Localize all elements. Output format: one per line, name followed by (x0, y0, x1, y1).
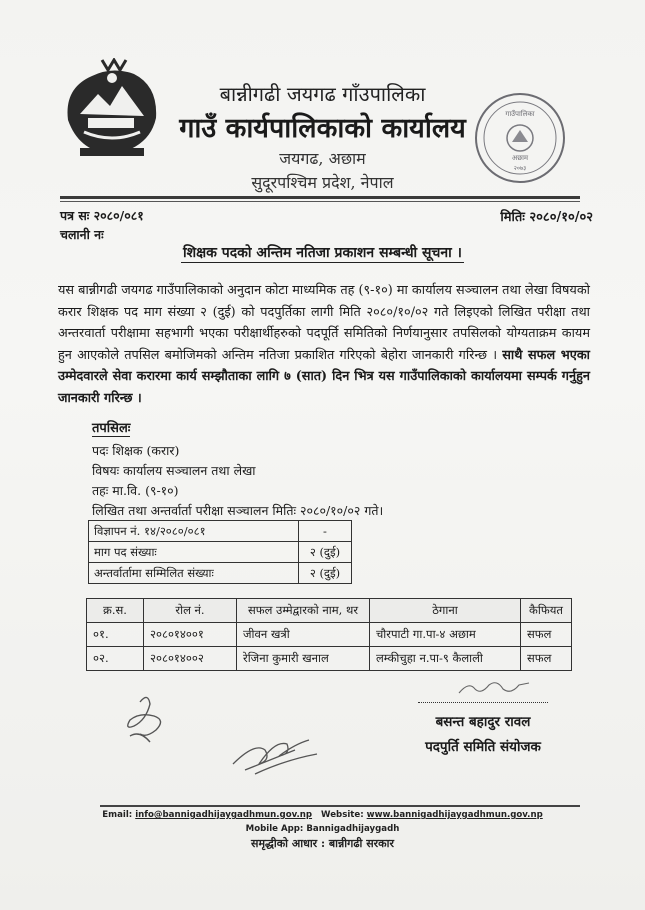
table-cell: अन्तर्वार्तामा सम्मिलित संख्याः (89, 563, 299, 584)
office-province: सुदूरपश्चिम प्रदेश, नेपाल (251, 173, 394, 192)
subject-text: शिक्षक पदको अन्तिम नतिजा प्रकाशन सम्बन्धी सूचना । (182, 245, 462, 261)
table-cell: चौरपाटी गा.पा-४ अछाम (370, 623, 521, 647)
detail-level: तहः मा.वि. (९-१०) (92, 483, 179, 498)
svg-text:२०७३: २०७३ (513, 165, 527, 172)
office-title: गाउँ कार्यपालिकाको कार्यालय (179, 113, 466, 144)
table-cell: २ (दुई) (299, 563, 352, 584)
office-location: जयगढ, अछाम (279, 149, 366, 168)
email-label: Email: (102, 810, 133, 820)
footer-motto: समृद्धीको आधार : बान्नीगढी सरकार (251, 837, 394, 850)
table-cell: ०२. (87, 647, 144, 671)
detail-subject: विषयः कार्यालय सञ्चालन तथा लेखा (92, 463, 256, 478)
table-cell: माग पद संख्याः (89, 542, 299, 563)
header-divider (60, 196, 580, 199)
result-table (86, 598, 572, 671)
column-header: क्र.स. (87, 599, 144, 623)
body-normal-text: यस बान्नीगढी जयगढ गाउँपालिकाको अनुदान कोटा माध्यमिक तह (९-१०) मा कार्यालय सञ्चालन तथा लेखा विषयको करार शिक्षक पद माग संख्या २ (दुई) को पदपुर्तिका लागी मिति २०८०/१०/०२ गते लिइएको लिखित परीक्षा तथा अन्तरवार्ता परीक्षामा सहभागी भएका परीक्षार्थीहरुको पदपूर्ति समितिको निर्णयानुसार तपसिलको योग्यताक्रम कायम हुन आएकोले तपसिल बमोजिमको अन्तिम नतिजा प्रकाशित गरिएको बेहोरा जानकारी गरिन्छ । (58, 283, 590, 363)
footer-mobile-app: Mobile App: Bannigadhijaygadh (245, 824, 400, 834)
table-row (87, 647, 572, 671)
footer-contact (0, 810, 645, 820)
details-heading: तपसिलः (92, 418, 130, 437)
table-cell: लम्कीचुहा न.पा-९ कैलाली (370, 647, 521, 671)
letter-date: मितिः २०८०/१०/०२ (500, 210, 593, 225)
member-signature-middle (225, 720, 325, 780)
dispatch-number: चलानी नः (60, 227, 104, 242)
notice-subject (0, 242, 645, 262)
svg-text:गाउँपालिका: गाउँपालिका (505, 110, 535, 118)
table-cell: सफल (521, 647, 572, 671)
table-row (89, 542, 352, 563)
svg-text:अछाम: अछाम (511, 154, 529, 162)
table-cell: २ (दुई) (299, 542, 352, 563)
column-header: ठेगाना (370, 599, 521, 623)
table-row (89, 563, 352, 584)
detail-exam-date: लिखित तथा अन्तर्वार्ता परीक्षा सञ्चालन मितिः २०८०/१०/०२ गते। (92, 503, 384, 518)
reference-block (60, 206, 144, 244)
table-header-row (87, 599, 572, 623)
email-link[interactable]: info@bannigadhijaygadhmun.gov.np (135, 810, 313, 820)
header-divider-thin (60, 201, 580, 202)
body-bold-text: साथै सफल भएका उम्मेदवारले सेवा करारमा कार्य सम्झौताका लागि ७ (सात) दिन भित्र यस गाउँपालिकाको कार्यालयमा सम्पर्क गर्नुहुन जानकारी गरिन्छ । (58, 347, 590, 406)
table-cell: - (299, 521, 352, 542)
member-signature-left (110, 690, 180, 750)
signatory-name: बसन्त बहादुर रावल (435, 714, 531, 730)
table-row (89, 521, 352, 542)
detail-post: पदः शिक्षक (करार) (92, 443, 180, 458)
table-cell: ०१. (87, 623, 144, 647)
letter-number: पत्र सः २०८०/०८१ (60, 208, 144, 223)
table-cell: २०८०१४००२ (144, 647, 237, 671)
column-header: रोल नं. (144, 599, 237, 623)
table-row (87, 623, 572, 647)
table-cell: सफल (521, 623, 572, 647)
vacancy-info-table (88, 520, 352, 584)
signatory-role: पदपुर्ति समिति संयोजक (425, 739, 541, 755)
website-link[interactable]: www.bannigadhijaygadhmun.gov.np (366, 810, 543, 820)
table-cell: विज्ञापन नं. १४/२०८०/०८१ (89, 521, 299, 542)
website-label: Website: (321, 810, 364, 820)
table-cell: जीवन खत्री (237, 623, 370, 647)
signature-line (418, 692, 548, 703)
municipality-name: बान्नीगढी जयगढ गाँउपालिका (219, 82, 426, 106)
column-header: सफल उम्मेद्वारको नाम, थर (237, 599, 370, 623)
table-cell: २०८०१४००१ (144, 623, 237, 647)
footer-divider (100, 805, 580, 807)
notice-body (58, 280, 590, 409)
table-cell: रेजिना कुमारी खनाल (237, 647, 370, 671)
column-header: कैफियत (521, 599, 572, 623)
